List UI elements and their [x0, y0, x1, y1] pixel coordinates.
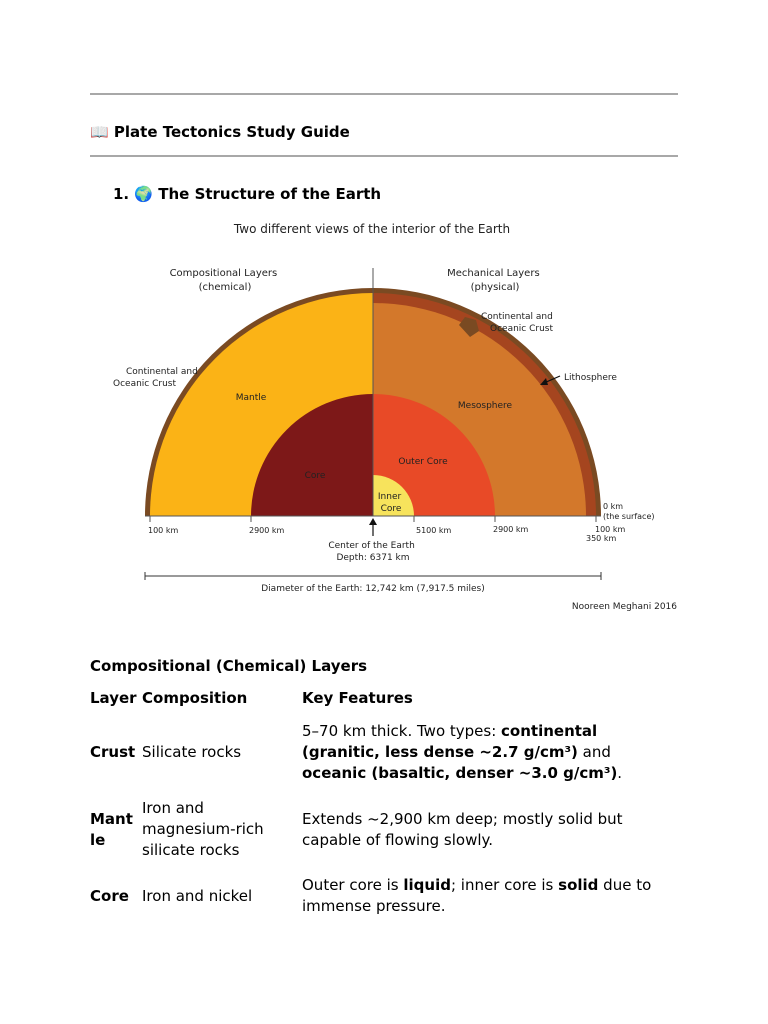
depth-5100: 5100 km — [416, 526, 452, 535]
depth-350: 350 km — [586, 534, 617, 543]
feature-text: Extends ~2,900 km deep; mostly solid but capable of flowing slowly. — [302, 809, 623, 849]
core-label: Core — [304, 471, 326, 481]
top-divider — [90, 93, 678, 95]
feature-text: due to immense pressure. — [302, 876, 652, 915]
document-title: 📖 Plate Tectonics Study Guide — [90, 123, 350, 141]
inner-core-label-line1: Inner — [377, 492, 402, 502]
depth-100-left: 100 km — [148, 526, 179, 535]
header-composition: Composition — [142, 689, 248, 707]
composition-cell: Iron and magnesium-rich silicate rocks — [142, 799, 264, 859]
compositional-header — [170, 268, 281, 293]
layer-cell: Core — [90, 886, 129, 905]
mechanical-header-line1: Mechanical Layers — [447, 268, 540, 279]
layer-cell: Mantle — [90, 809, 133, 849]
header-key-features: Key Features — [302, 689, 413, 707]
crust-label-left-line2: Oceanic Crust — [113, 379, 177, 389]
surface-label — [603, 502, 654, 521]
center-label-line2: Depth: 6371 km — [336, 553, 410, 563]
center-arrowhead — [369, 518, 377, 525]
feature-text: Outer core is — [302, 876, 404, 894]
depth-2900-left: 2900 km — [249, 526, 285, 535]
key-features-cell — [300, 719, 674, 796]
crust-label-right-line2: Oceanic Crust — [490, 324, 554, 334]
mechanical-header-line2: (physical) — [470, 282, 520, 293]
title-divider — [90, 155, 678, 157]
feature-text: 5–70 km thick. Two types: — [302, 722, 502, 740]
lithosphere-label: Lithosphere — [564, 373, 617, 383]
feature-bold-liquid: liquid — [403, 876, 451, 894]
figure-title: Two different views of the interior of the Earth — [233, 222, 511, 236]
feature-bold-oceanic: oceanic (basaltic, denser ~3.0 g/cm³) — [302, 764, 618, 782]
section-heading: 1. 🌍 The Structure of the Earth — [113, 185, 382, 203]
table-row — [88, 796, 674, 873]
key-features-cell — [300, 796, 674, 873]
mesosphere-label: Mesosphere — [457, 401, 513, 411]
compositional-header-line1: Compositional Layers — [169, 268, 278, 279]
outer-core-label: Outer Core — [398, 457, 448, 467]
earth-diagram — [108, 213, 678, 623]
center-label-line1: Center of the Earth — [328, 541, 415, 551]
layers-table — [88, 684, 674, 929]
credit-label: Nooreen Meghani 2016 — [571, 602, 677, 612]
table-row — [88, 873, 674, 929]
table-row — [88, 719, 674, 796]
table-title: Compositional (Chemical) Layers — [90, 657, 368, 675]
diameter-label: Diameter of the Earth: 12,742 km (7,917.5 miles) — [261, 584, 485, 594]
mechanical-header — [447, 268, 543, 293]
table-header-row — [88, 684, 674, 719]
compositional-header-line2: (chemical) — [198, 282, 252, 293]
feature-bold-solid: solid — [558, 876, 599, 894]
composition-cell: Iron and nickel — [142, 886, 253, 905]
crust-label-left-line1: Continental and — [126, 367, 198, 377]
header-layer: Layer — [90, 689, 137, 707]
feature-text: and — [577, 743, 611, 761]
earth-structure-figure — [108, 213, 678, 623]
surface-label-line2: (the surface) — [603, 512, 655, 521]
surface-label-line1: 0 km — [603, 502, 624, 511]
mantle-label: Mantle — [235, 393, 267, 403]
crust-label-right-line1: Continental and — [481, 312, 553, 322]
feature-text: . — [617, 764, 623, 782]
key-features-cell — [300, 873, 674, 929]
depth-2900-right: 2900 km — [493, 525, 529, 534]
composition-cell: Silicate rocks — [142, 743, 242, 761]
layer-cell: Crust — [90, 743, 136, 761]
inner-core-label-line2: Core — [380, 504, 402, 514]
feature-text: ; inner core is — [450, 876, 559, 894]
center-label — [328, 541, 417, 563]
feature-bold-continental: continental (granitic, less dense ~2.7 g/cm³) — [302, 722, 598, 761]
depth-100-right: 100 km — [595, 525, 626, 534]
